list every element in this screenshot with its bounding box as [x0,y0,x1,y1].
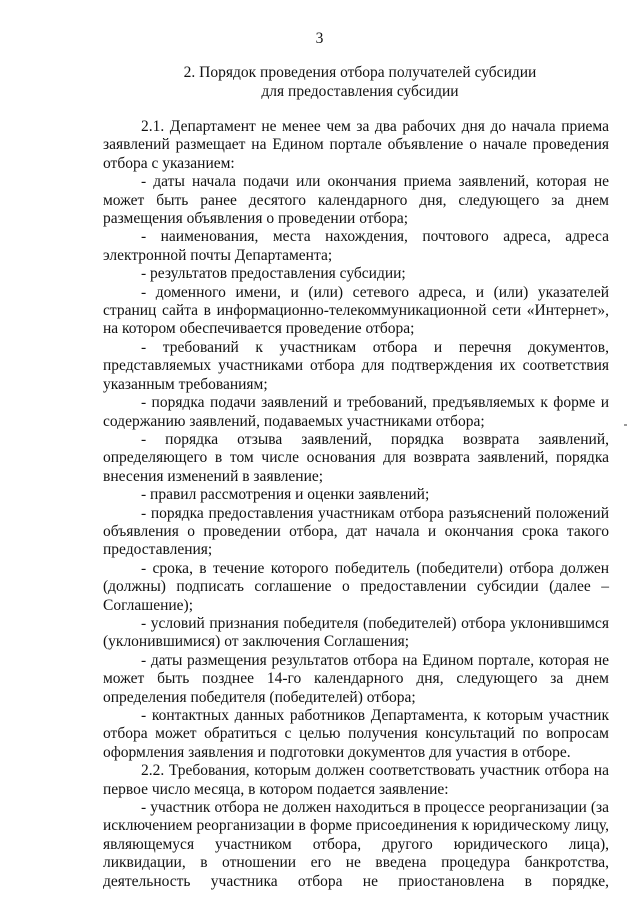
list-item: - порядка отзыва заявлений, порядка возврата заявлений, определяющего в том числе основания для возврата заявлений, порядка внесения изменений в заявление; [103,430,609,485]
section-heading [80,64,639,101]
scan-speck [624,424,627,426]
section-heading-line-2: для предоставления субсидии [261,82,459,100]
list-item: - результатов предоставления субсидии; [141,265,406,283]
section-heading-line-1: 2. Порядок проведения отбора получателей субсидии [183,64,537,81]
list-item: - доменного имени, и (или) сетевого адреса, и (или) указателей страниц сайта в информационно-телекоммуникационной сети «Интернет», на котором обеспечивается проведение отбора; [103,283,609,338]
list-item: - порядка предоставления участникам отбора разъяснений положений объявления о проведении отбора, дат начала и окончания срока такого предоставления; [103,504,609,559]
list-item: - участник отбора не должен находиться в процессе реорганизации (за исключением реорганизации в форме присоединения к юридическому лицу, являющемуся участником отбора, другого юридического лица), ликвидации, в отношении его не введена процедура банкротства, деятельность участника отбора не приостановлена в порядке, [103,799,609,890]
list-item: - даты размещения результатов отбора на Едином портале, которая не может быть позднее 14-го календарного дня, следующего за днем определения победителя (победителей) отбора; [103,651,609,706]
list-item: - условий признания победителя (победителей) отбора уклонившимся (уклонившимися) от заключения Соглашения; [103,614,609,651]
list-item: - даты начала подачи или окончания приема заявлений, которая не может быть ранее десятого календарного дня, следующего за днем размещения объявления о проведении отбора; [103,173,609,228]
list-item: - контактных данных работников Департамента, к которым участник отбора может обратиться с целью получения консультаций по вопросам оформления заявления и подготовки документов для участия в отборе. [103,707,609,761]
document-body [103,118,609,891]
list-item: - наименования, места нахождения, почтового адреса, адреса электронной почты Департамента; [103,228,609,264]
paragraph-2-1-intro: 2.1. Департамент не менее чем за два рабочих дня до начала приема заявлений размещает на Едином портале объявление о начале проведения отбора с указанием: [103,118,609,172]
list-item: - правил рассмотрения и оценки заявлений; [141,486,430,504]
list-item: - срока, в течение которого победитель (победители) отбора должен (должны) подписать соглашение о предоставлении субсидии (далее – Соглашение); [103,559,609,614]
page-number: 3 [315,30,324,47]
list-item: - порядка подачи заявлений и требований, предъявляемых к форме и содержанию заявлений, подаваемых участниками отбора; [103,394,609,430]
paragraph-2-2-intro: 2.2. Требования, которым должен соответствовать участник отбора на первое число месяца, в котором подается заявление: [103,762,609,798]
list-item: - требований к участникам отбора и перечня документов, представляемых участниками отбора для подтверждения их соответствия указанным требованиям; [103,338,609,393]
